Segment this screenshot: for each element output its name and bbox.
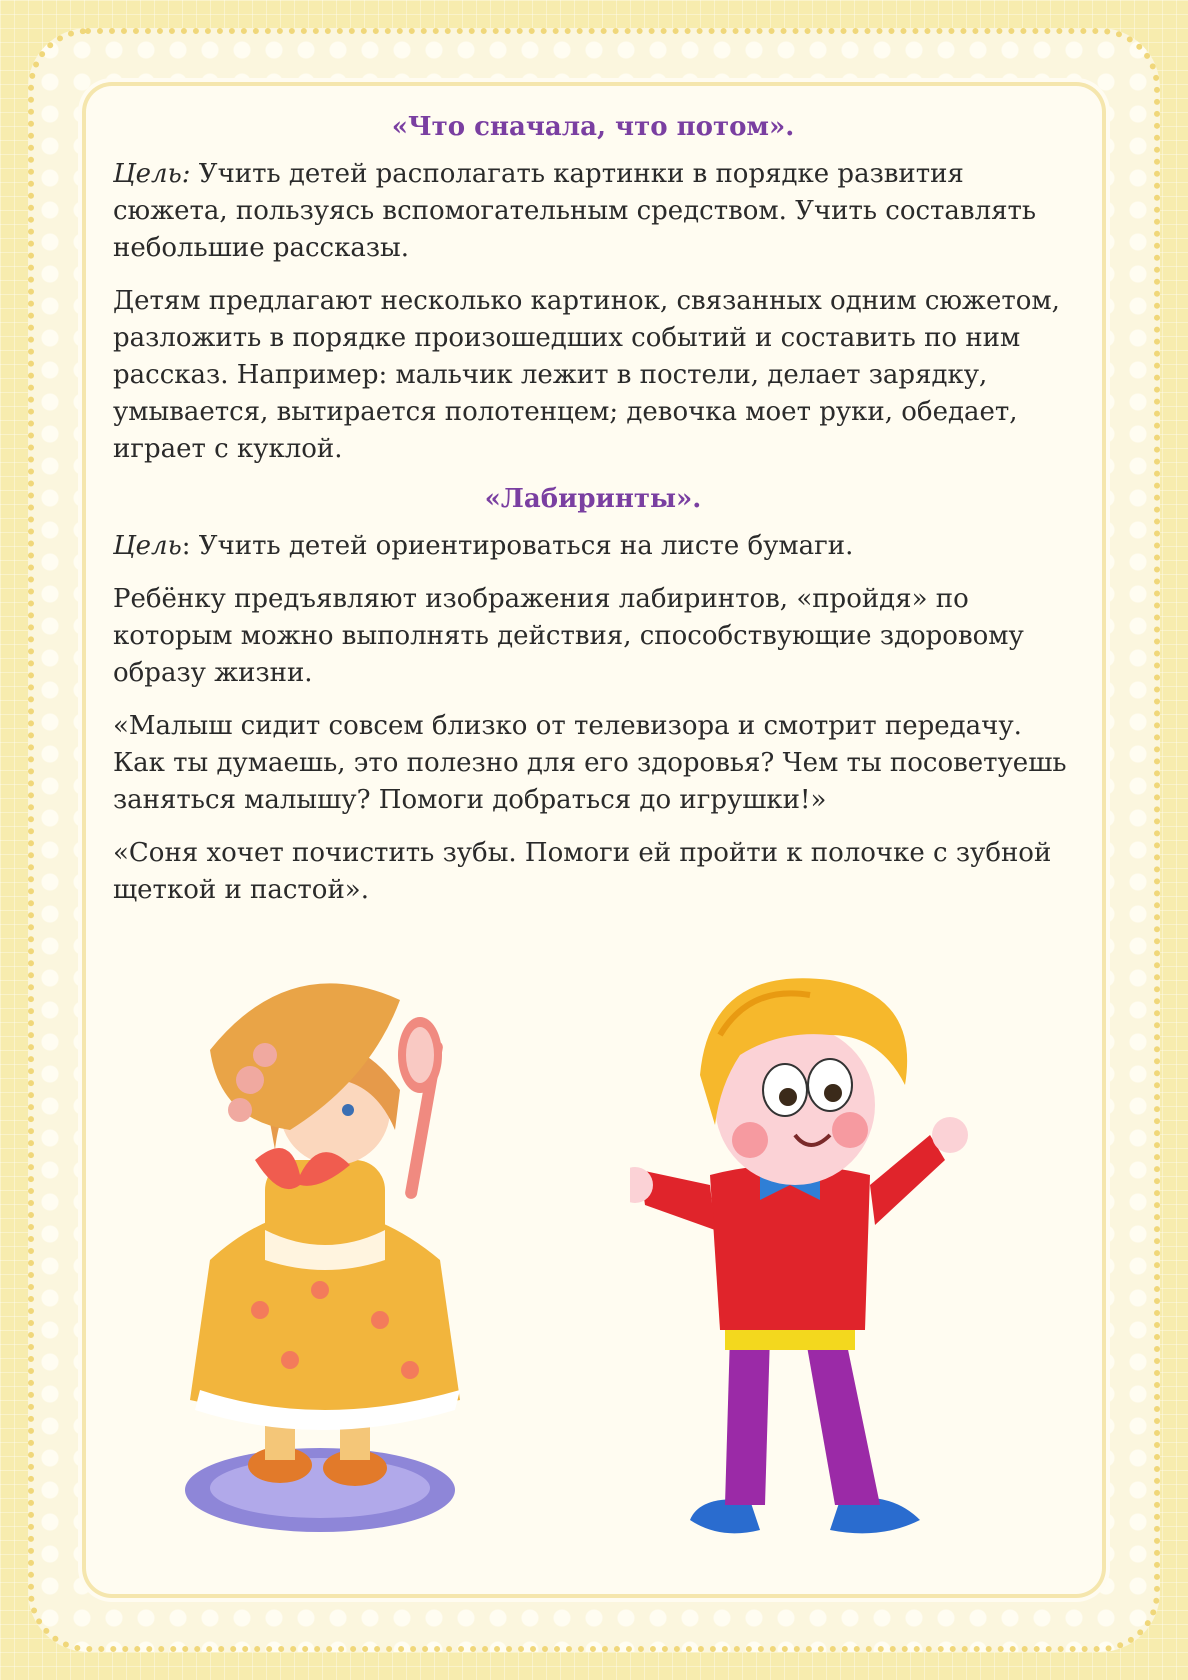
section2-paragraph1: Ребёнку предъявляют изображения лабиринтов, «пройдя» по которым можно выполнять действия, способствующие здоровому образу жизни. [113,584,1024,688]
section1-goal-text: Учить детей располагать картинки в порядке развития сюжета, пользуясь вспомогательным средством. Учить составлять небольшие рассказы. [113,159,1037,263]
section1-goal-label: Цель: [113,159,191,189]
section2-goal-label: Цель [113,531,182,561]
section2-title: «Лабиринты». [484,484,702,514]
girl-doll-icon [170,960,490,1560]
section2-goal [113,528,1073,565]
boy-icon [630,975,990,1565]
section1-title: «Что сначала, что потом». [391,112,795,142]
section1-goal [113,156,1073,267]
document-content [113,112,1073,925]
section2-goal-text: : Учить детей ориентироваться на листе бумаги. [181,531,854,561]
section2-paragraph3: «Соня хочет почистить зубы. Помоги ей пройти к полочке с зубной щеткой и пастой». [113,838,1052,905]
section2-paragraph2: «Малыш сидит совсем близко от телевизора и смотрит передачу. Как ты думаешь, это полезно для его здоровья? Чем ты посоветуешь заняться малышу? Помоги добраться до игрушки!» [113,711,1067,815]
section1-paragraph: Детям предлагают несколько картинок, связанных одним сюжетом, разложить в порядке произошедших событий и составить по ним рассказ. Например: мальчик лежит в постели, делает зарядку, умывается, вытирается полотенцем; девочка моет руки, обедает, играет с куклой. [113,286,1060,464]
